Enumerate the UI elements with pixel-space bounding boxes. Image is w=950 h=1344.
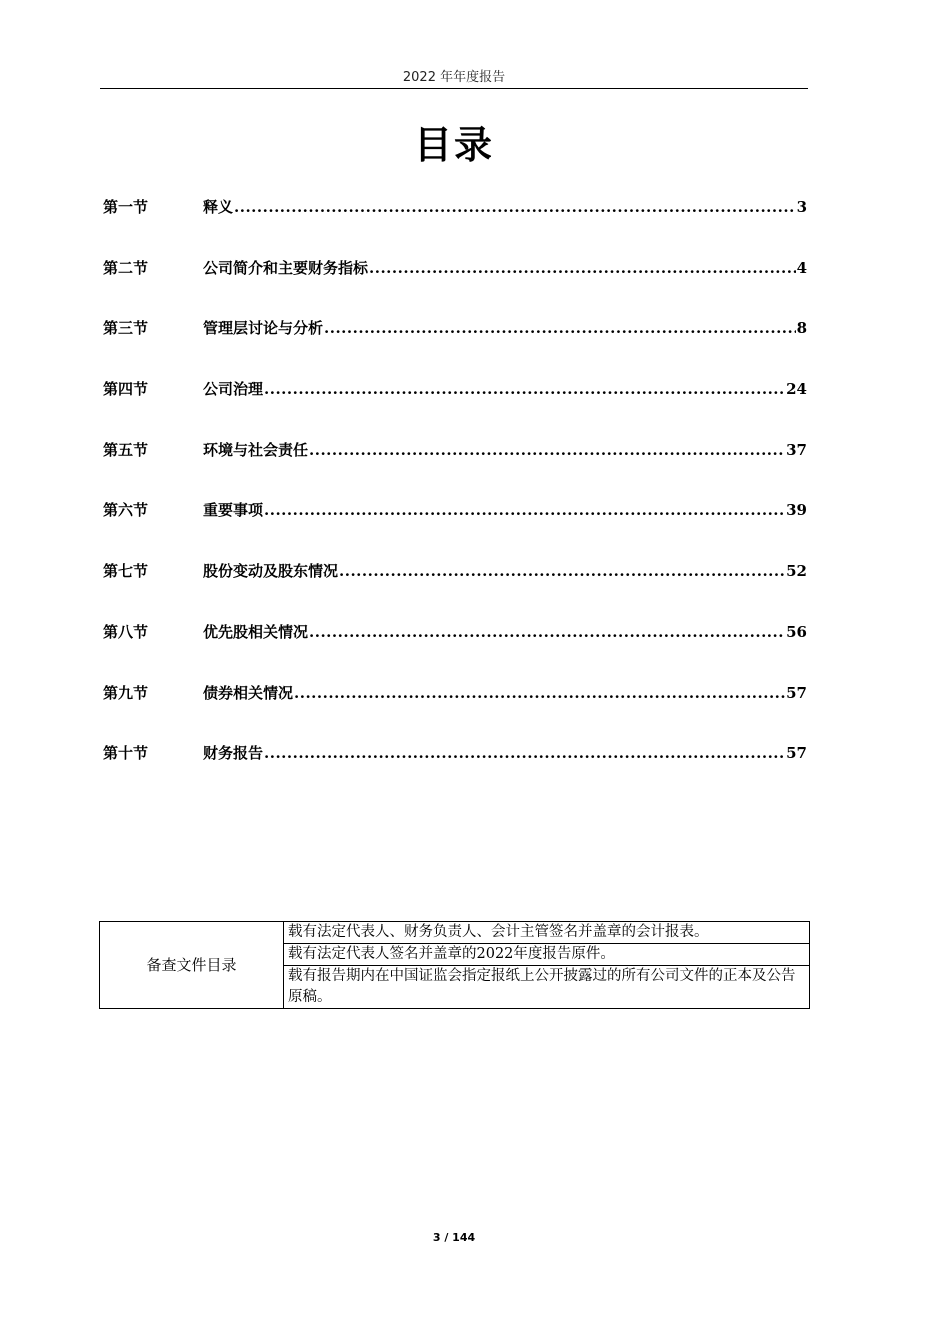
toc-dot-leader (369, 257, 796, 279)
toc-section-number: 第九节 (103, 683, 149, 702)
toc-dot-leader (294, 682, 785, 704)
page-number-footer: 3 / 144 (432, 1231, 476, 1244)
toc-row[interactable] (103, 378, 807, 439)
reference-documents-label: 备查文件目录 (100, 922, 284, 1009)
toc-section-title: 重要事项 (203, 501, 264, 520)
toc-section-title: 优先股相关情况 (203, 622, 309, 641)
toc-dot-leader (339, 560, 785, 582)
toc-dot-leader (264, 499, 785, 521)
reference-documents-table (99, 921, 810, 1009)
reference-document-item: 载有法定代表人、财务负责人、会计主管签名并盖章的会计报表。 (284, 922, 810, 944)
toc-row[interactable] (103, 257, 807, 318)
toc-row[interactable] (103, 682, 807, 743)
toc-section-number: 第二节 (103, 258, 149, 277)
toc-section-number: 第七节 (103, 562, 149, 581)
toc-section-title: 管理层讨论与分析 (203, 319, 324, 338)
toc-dot-leader (264, 378, 785, 400)
reference-document-item: 载有报告期内在中国证监会指定报纸上公开披露过的所有公司文件的正本及公告原稿。 (284, 966, 810, 1009)
toc-section-number: 第八节 (103, 622, 149, 641)
toc-page-number: 24 (786, 380, 807, 399)
header-divider (100, 88, 808, 89)
toc-page-number: 37 (786, 440, 807, 459)
toc-section-number: 第六节 (103, 501, 149, 520)
table-row (100, 922, 810, 944)
toc-row[interactable] (103, 439, 807, 500)
toc-section-title: 环境与社会责任 (203, 440, 309, 459)
toc-section-title: 公司简介和主要财务指标 (203, 258, 369, 277)
page-header: 2022 年年度报告 (402, 70, 506, 85)
toc-section-title: 公司治理 (203, 380, 264, 399)
toc-dot-leader (234, 196, 796, 218)
toc-section-number: 第四节 (103, 380, 149, 399)
toc-page-number: 39 (786, 501, 807, 520)
toc-section-title: 财务报告 (203, 744, 264, 763)
toc-section-number: 第五节 (103, 440, 149, 459)
toc-page-number: 52 (786, 562, 807, 581)
toc-page-number: 4 (796, 258, 807, 277)
toc-row[interactable] (103, 499, 807, 560)
toc-page-number: 3 (796, 198, 807, 216)
toc-section-title: 债券相关情况 (203, 683, 294, 702)
toc-row[interactable] (103, 196, 807, 257)
toc-page-number: 56 (786, 622, 807, 641)
toc-section-number: 第十节 (103, 744, 149, 763)
toc-dot-leader (324, 317, 796, 339)
table-of-contents (103, 196, 807, 803)
toc-section-number: 第一节 (103, 198, 149, 216)
toc-page-number: 8 (796, 319, 807, 338)
toc-section-number: 第三节 (103, 319, 149, 338)
toc-section-title: 释义 (203, 198, 234, 216)
page-title: 目录 (413, 123, 494, 167)
toc-row[interactable] (103, 621, 807, 682)
toc-dot-leader (264, 742, 785, 764)
reference-document-item: 载有法定代表人签名并盖章的2022年度报告原件。 (284, 944, 810, 966)
toc-section-title: 股份变动及股东情况 (203, 562, 339, 581)
toc-page-number: 57 (786, 683, 807, 702)
toc-row[interactable] (103, 317, 807, 378)
toc-dot-leader (309, 621, 785, 643)
toc-page-number: 57 (786, 744, 807, 763)
toc-dot-leader (309, 439, 785, 461)
toc-row[interactable] (103, 742, 807, 803)
toc-row[interactable] (103, 560, 807, 621)
